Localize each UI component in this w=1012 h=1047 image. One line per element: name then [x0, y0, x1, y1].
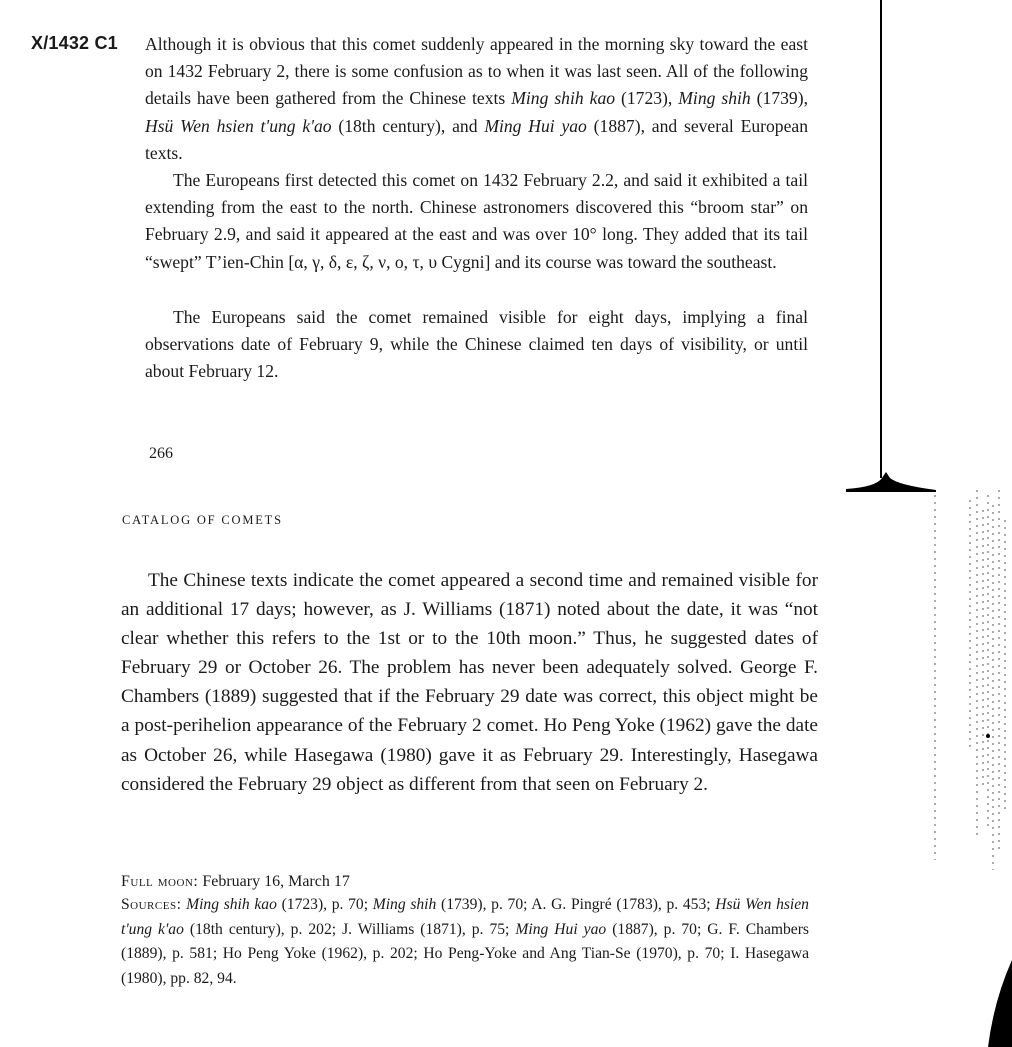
paragraph-visibility: The Europeans said the comet remained visible for eight days, implying a final observations date of February 9, while the Chinese claimed ten days of visibility, or until about February 12.	[145, 307, 808, 382]
sources-label: Sources:	[121, 896, 182, 913]
page-number: 266	[149, 445, 173, 462]
title-hsu-wen: Hsü Wen hsien t'ung k'ao	[145, 115, 332, 136]
entry-id: X/1432 C1	[31, 33, 118, 53]
title-ming-hui-yao: Ming Hui yao	[484, 115, 587, 136]
title-ming-shih: Ming shih	[678, 88, 751, 109]
scan-noise	[925, 490, 1012, 870]
paragraph-detection: The Europeans first detected this comet on 1432 February 2.2, and said it exhibited a tail extending from the east to the north. Chinese astronomers discovered this “broom star” on February 2.9, and said it appeared at the east and was over 10° long. They added that its tail “swept” T’ien-Chin [α, γ, δ, ε, ζ, ν, ο, τ, υ Cygni] and its course was toward the southeast.	[145, 170, 808, 272]
full-moon-value: February 16, March 17	[198, 873, 350, 890]
sources-note: Sources: Ming shih kao (1723), p. 70; Ming shih (1739), p. 70; A. G. Pingré (1783), p. 453; Hsü Wen hsien t'ung k'ao (18th century), p. 202; J. Williams (1871), p. 75; Ming Hui yao (1887), p. 70; G. F. Chambers (1889), p. 581; Ho Peng Yoke (1962), p. 202; Ho Peng-Yoke and Ang Tian-Se (1970), p. 70; I. Hasegawa (1980), pp. 82, 94.	[121, 896, 809, 987]
page-fold-line	[880, 0, 882, 478]
paragraph-intro: Although it is obvious that this comet suddenly appeared in the morning sky toward the east on 1432 February 2, there is some confusion as to when it was last seen. All of the following details have been gathered from the Chinese texts Ming shih kao (1723), Ming shih (1739), Hsü Wen hsien t'ung k'ao (18th century), and Ming Hui yao (1887), and several European texts.	[145, 34, 808, 163]
paragraph-second-appearance: The Chinese texts indicate the comet appeared a second time and remained visible for an additional 17 days; however, as J. Williams (1871) noted about the date, it was “not clear whether this refers to the 1st or to the 10th moon.” Thus, he suggested dates of February 29 or October 26. The problem has never been adequately solved. George F. Chambers (1889) suggested that if the February 29 date was correct, this object might be a post-perihelion appearance of the February 2 comet. Ho Peng Yoke (1962) gave the date as October 26, while Hasegawa (1980) gave it as February 29. Interestingly, Hasegawa considered the February 29 object as different from that seen on February 2.	[121, 570, 818, 795]
full-moon-label: Full moon:	[121, 873, 199, 890]
scan-corner-shadow	[984, 960, 1012, 1047]
running-head: CATALOG OF COMETS	[122, 513, 283, 527]
page-fold-spike	[846, 470, 936, 492]
full-moon-note	[121, 873, 350, 891]
title-ming-shih-kao: Ming shih kao	[511, 88, 616, 109]
